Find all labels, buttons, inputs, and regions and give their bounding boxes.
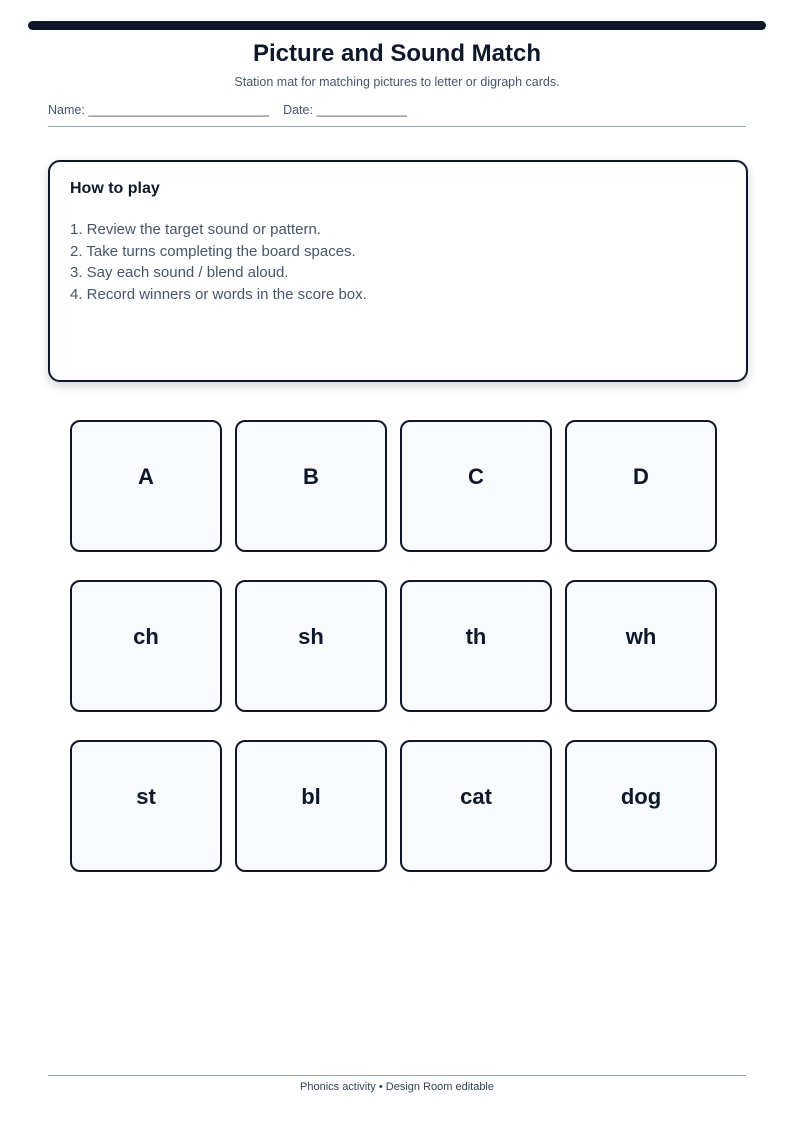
date-label: Date: xyxy=(283,103,313,117)
card-label: wh xyxy=(625,624,657,649)
name-date-row xyxy=(48,103,407,117)
card-label: bl xyxy=(301,784,321,809)
sound-card[interactable] xyxy=(400,580,552,712)
how-to-play-steps xyxy=(70,219,367,305)
card-label: A xyxy=(138,464,154,489)
card-label: D xyxy=(633,464,649,489)
sound-card[interactable] xyxy=(235,580,387,712)
sound-card[interactable] xyxy=(70,580,222,712)
sound-card[interactable] xyxy=(235,420,387,552)
sound-card[interactable] xyxy=(400,740,552,872)
sound-card[interactable] xyxy=(565,420,717,552)
sound-card[interactable] xyxy=(565,580,717,712)
sound-card[interactable] xyxy=(70,740,222,872)
page-title: Picture and Sound Match xyxy=(252,40,542,67)
header-divider xyxy=(48,126,746,127)
card-label: dog xyxy=(620,784,662,809)
page-subtitle: Station mat for matching pictures to letter or digraph cards. xyxy=(234,75,560,89)
sound-card[interactable] xyxy=(235,740,387,872)
footer-divider xyxy=(48,1075,746,1076)
step-item: 2. Take turns completing the board spaces. xyxy=(70,242,356,260)
top-accent-bar xyxy=(28,21,766,30)
how-to-play-box xyxy=(48,160,748,382)
date-blank-line[interactable]: _____________ xyxy=(316,103,407,117)
card-label: th xyxy=(465,624,487,649)
card-label: sh xyxy=(298,624,324,649)
name-blank-line[interactable]: __________________________ xyxy=(88,103,270,117)
step-item: 4. Record winners or words in the score box. xyxy=(70,285,367,303)
card-label: st xyxy=(136,784,156,809)
step-item: 3. Say each sound / blend aloud. xyxy=(70,264,289,281)
name-label: Name: xyxy=(48,103,85,117)
sound-card[interactable] xyxy=(70,420,222,552)
card-label: B xyxy=(303,464,319,489)
how-to-play-title: How to play xyxy=(70,180,160,197)
card-label: ch xyxy=(133,624,159,649)
card-label: C xyxy=(468,464,484,489)
sound-card[interactable] xyxy=(400,420,552,552)
step-item: 1. Review the target sound or pattern. xyxy=(70,221,321,238)
sound-card[interactable] xyxy=(565,740,717,872)
card-grid xyxy=(70,420,717,872)
page-footer: Phonics activity • Design Room editable xyxy=(300,1081,494,1093)
card-label: cat xyxy=(460,784,492,809)
